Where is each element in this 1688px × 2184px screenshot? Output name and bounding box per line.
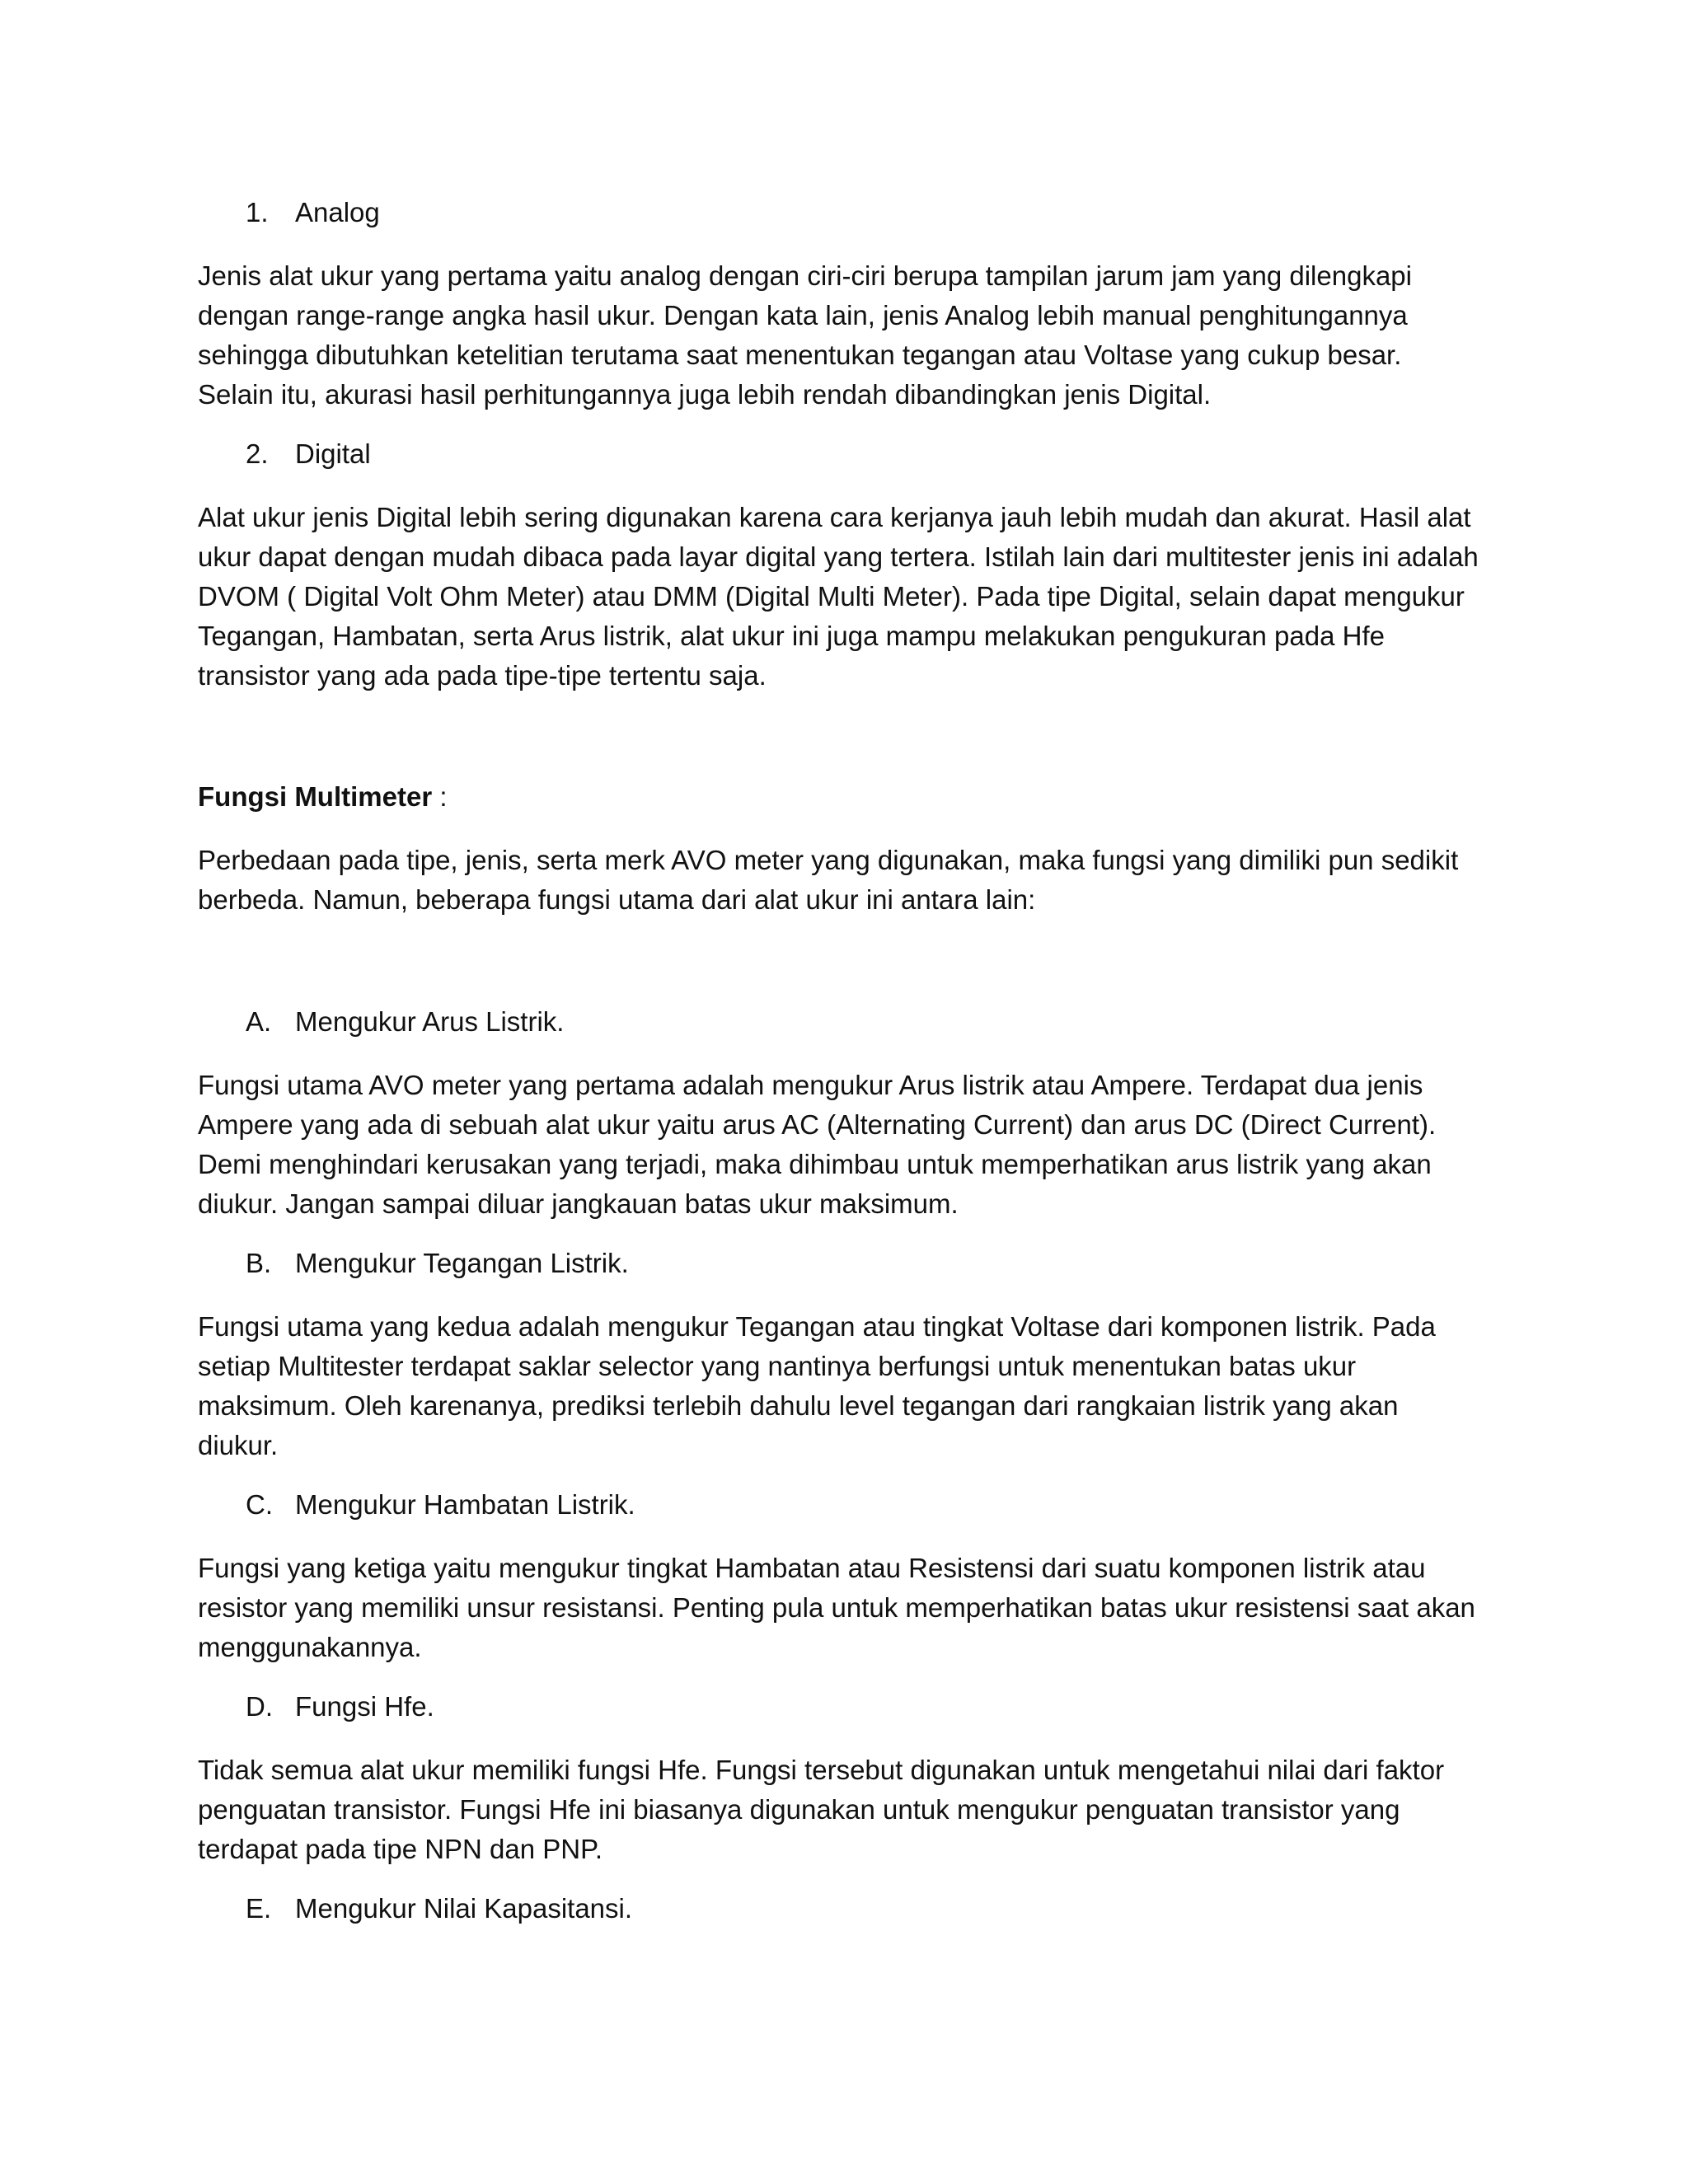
- paragraph-arus-listrik: Fungsi utama AVO meter yang pertama adalah mengukur Arus listrik atau Ampere. Terdapat dua jenis Ampere yang ada di sebuah alat ukur yaitu arus AC (Alternating Current) dan arus DC (Direct Current). Demi menghindari kerusakan yang terjadi, maka dihimbau untuk memperhatikan arus listrik yang akan diukur. Jangan sampai diluar jangkauan batas ukur maksimum.: [198, 1070, 1437, 1219]
- list-item-hambatan-listrik: [246, 1485, 635, 1525]
- paragraph-tegangan-listrik: Fungsi utama yang kedua adalah mengukur Tegangan atau tingkat Voltase dari komponen listrik. Pada setiap Multitester terdapat saklar selector yang nantinya berfungsi untuk menentukan batas ukur maksimum. Oleh karenanya, prediksi terlebih dahulu level tegangan dari rangkaian listrik yang akan diukur.: [198, 1311, 1436, 1460]
- section-heading-fungsi-multimeter: [198, 777, 448, 817]
- list-marker: E.: [246, 1893, 272, 1924]
- list-item-arus-listrik: [246, 1002, 564, 1042]
- list-item-title: Mengukur Nilai Kapasitansi.: [295, 1893, 633, 1924]
- list-item-title: Mengukur Hambatan Listrik.: [295, 1489, 635, 1520]
- list-marker: D.: [246, 1691, 273, 1722]
- list-item-tegangan-listrik: [246, 1244, 629, 1283]
- list-marker: 2.: [246, 438, 269, 469]
- list-item-digital: [246, 434, 371, 474]
- list-item-kapasitansi: [246, 1889, 632, 1929]
- list-item-title: Mengukur Tegangan Listrik.: [295, 1248, 629, 1278]
- list-marker: A.: [246, 1006, 272, 1037]
- list-item-analog: [246, 193, 380, 232]
- list-item-title: Mengukur Arus Listrik.: [295, 1006, 565, 1037]
- list-item-fungsi-hfe: [246, 1687, 434, 1727]
- paragraph-fungsi-hfe: Tidak semua alat ukur memiliki fungsi Hfe. Fungsi tersebut digunakan untuk mengetahui nilai dari faktor penguatan transistor. Fungsi Hfe ini biasanya digunakan untuk mengukur penguatan transistor yang terdapat pada tipe NPN dan PNP.: [198, 1755, 1445, 1864]
- list-marker: 1.: [246, 197, 269, 227]
- paragraph-analog: Jenis alat ukur yang pertama yaitu analog dengan ciri-ciri berupa tampilan jarum jam yang dilengkapi dengan range-range angka hasil ukur. Dengan kata lain, jenis Analog lebih manual penghitungannya sehingga dibutuhkan ketelitian terutama saat menentukan tegangan atau Voltase yang cukup besar. Selain itu, akurasi hasil perhitungannya juga lebih rendah dibandingkan jenis Digital.: [198, 260, 1412, 410]
- paragraph-digital: Alat ukur jenis Digital lebih sering digunakan karena cara kerjanya jauh lebih mudah dan akurat. Hasil alat ukur dapat dengan mudah dibaca pada layar digital yang tertera. Istilah lain dari multitester jenis ini adalah DVOM ( Digital Volt Ohm Meter) atau DMM (Digital Multi Meter). Pada tipe Digital, selain dapat mengukur Tegangan, Hambatan, serta Arus listrik, alat ukur ini juga mampu melakukan pengukuran pada Hfe transistor yang ada pada tipe-tipe tertentu saja.: [198, 502, 1479, 691]
- list-item-title: Digital: [295, 438, 371, 469]
- paragraph-hambatan-listrik: Fungsi yang ketiga yaitu mengukur tingkat Hambatan atau Resistensi dari suatu komponen listrik atau resistor yang memiliki unsur resistansi. Penting pula untuk memperhatikan batas ukur resistensi saat akan menggunakannya.: [198, 1553, 1475, 1662]
- heading-suffix: :: [432, 781, 448, 812]
- list-marker: B.: [246, 1248, 272, 1278]
- paragraph-intro: Perbedaan pada tipe, jenis, serta merk AVO meter yang digunakan, maka fungsi yang dimiliki pun sedikit berbeda. Namun, beberapa fungsi utama dari alat ukur ini antara lain:: [198, 845, 1459, 915]
- list-marker: C.: [246, 1489, 273, 1520]
- list-item-title: Fungsi Hfe.: [295, 1691, 434, 1722]
- list-item-title: Analog: [295, 197, 380, 227]
- heading-bold-text: Fungsi Multimeter: [198, 781, 433, 812]
